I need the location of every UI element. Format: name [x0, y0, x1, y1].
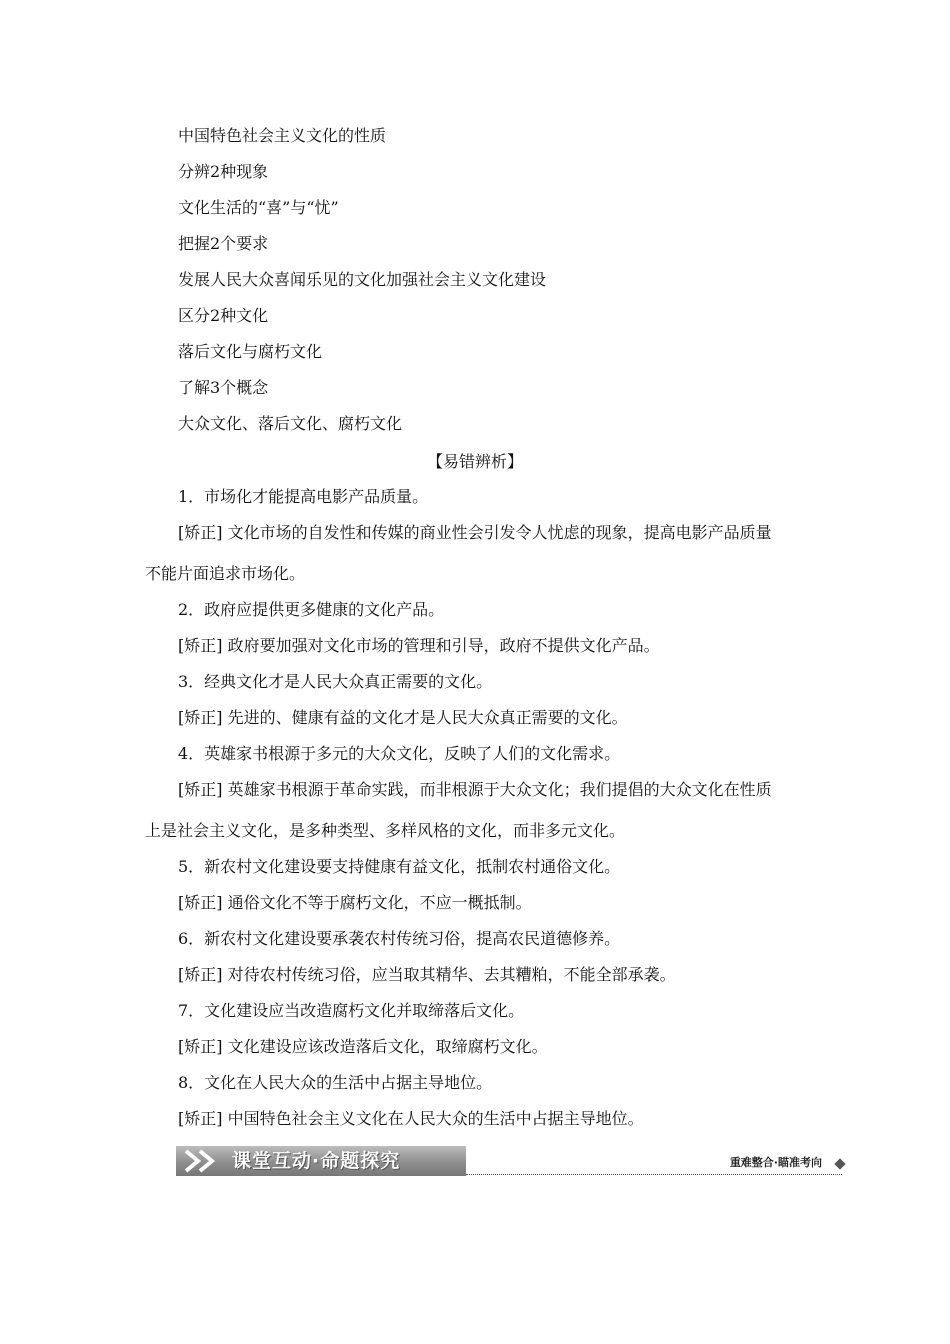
item-3-statement: 3．经典文化才是人民大众真正需要的文化。 [178, 672, 493, 691]
item-5-correction: [矫正] 通俗文化不等于腐朽文化，不应一概抵制。 [178, 893, 532, 912]
item-4-correction-cont: 上是社会主义文化，是多种类型、多样风格的文化，而非多元文化。 [145, 821, 626, 840]
banner-rule [466, 1174, 842, 1175]
item-4-statement: 4．英雄家书根源于多元的大众文化，反映了人们的文化需求。 [178, 744, 621, 763]
item-1-correction: [矫正] 文化市场的自发性和传媒的商业性会引发令人忧虑的现象，提高电影产品质量 [178, 523, 772, 542]
item-1-statement: 1．市场化才能提高电影产品质量。 [178, 487, 429, 506]
item-8-correction: [矫正] 中国特色社会主义文化在人民大众的生活中占据主导地位。 [178, 1109, 644, 1128]
banner-subtitle: 重难整合·瞄准考向 [729, 1156, 822, 1169]
summary-line-9: 大众文化、落后文化、腐朽文化 [178, 414, 403, 433]
item-7-statement: 7．文化建设应当改造腐朽文化并取缔落后文化。 [178, 1001, 525, 1020]
item-8-statement: 8．文化在人民大众的生活中占据主导地位。 [178, 1073, 493, 1092]
item-1-correction-cont: 不能片面追求市场化。 [145, 564, 306, 583]
section-title: 【易错辨析】 [426, 452, 523, 471]
summary-line-6: 区分2种文化 [178, 306, 269, 325]
item-6-statement: 6．新农村文化建设要承袭农村传统习俗，提高农民道德修养。 [178, 929, 621, 948]
diamond-icon [834, 1158, 845, 1169]
item-2-statement: 2．政府应提供更多健康的文化产品。 [178, 600, 445, 619]
summary-line-4: 把握2个要求 [178, 234, 269, 253]
banner-bar [176, 1146, 466, 1176]
summary-line-5: 发展人民大众喜闻乐见的文化加强社会主义文化建设 [178, 270, 547, 289]
summary-line-1: 中国特色社会主义文化的性质 [178, 126, 387, 145]
banner-title: 课堂互动·命题探究 [232, 1150, 401, 1172]
summary-line-7: 落后文化与腐朽文化 [178, 342, 323, 361]
item-3-correction: [矫正] 先进的、健康有益的文化才是人民大众真正需要的文化。 [178, 708, 628, 727]
double-chevron-icon [182, 1149, 230, 1173]
section-banner [176, 1146, 848, 1178]
item-5-statement: 5．新农村文化建设要支持健康有益文化，抵制农村通俗文化。 [178, 857, 621, 876]
item-4-correction: [矫正] 英雄家书根源于革命实践，而非根源于大众文化；我们提倡的大众文化在性质 [178, 780, 772, 799]
summary-line-2: 分辨2种现象 [178, 162, 269, 181]
item-2-correction: [矫正] 政府要加强对文化市场的管理和引导，政府不提供文化产品。 [178, 636, 660, 655]
item-6-correction: [矫正] 对待农村传统习俗，应当取其精华、去其糟粕，不能全部承袭。 [178, 965, 676, 984]
item-7-correction: [矫正] 文化建设应该改造落后文化，取缔腐朽文化。 [178, 1037, 548, 1056]
summary-line-3: 文化生活的“喜”与“忧” [178, 198, 339, 217]
summary-line-8: 了解3个概念 [178, 378, 269, 397]
